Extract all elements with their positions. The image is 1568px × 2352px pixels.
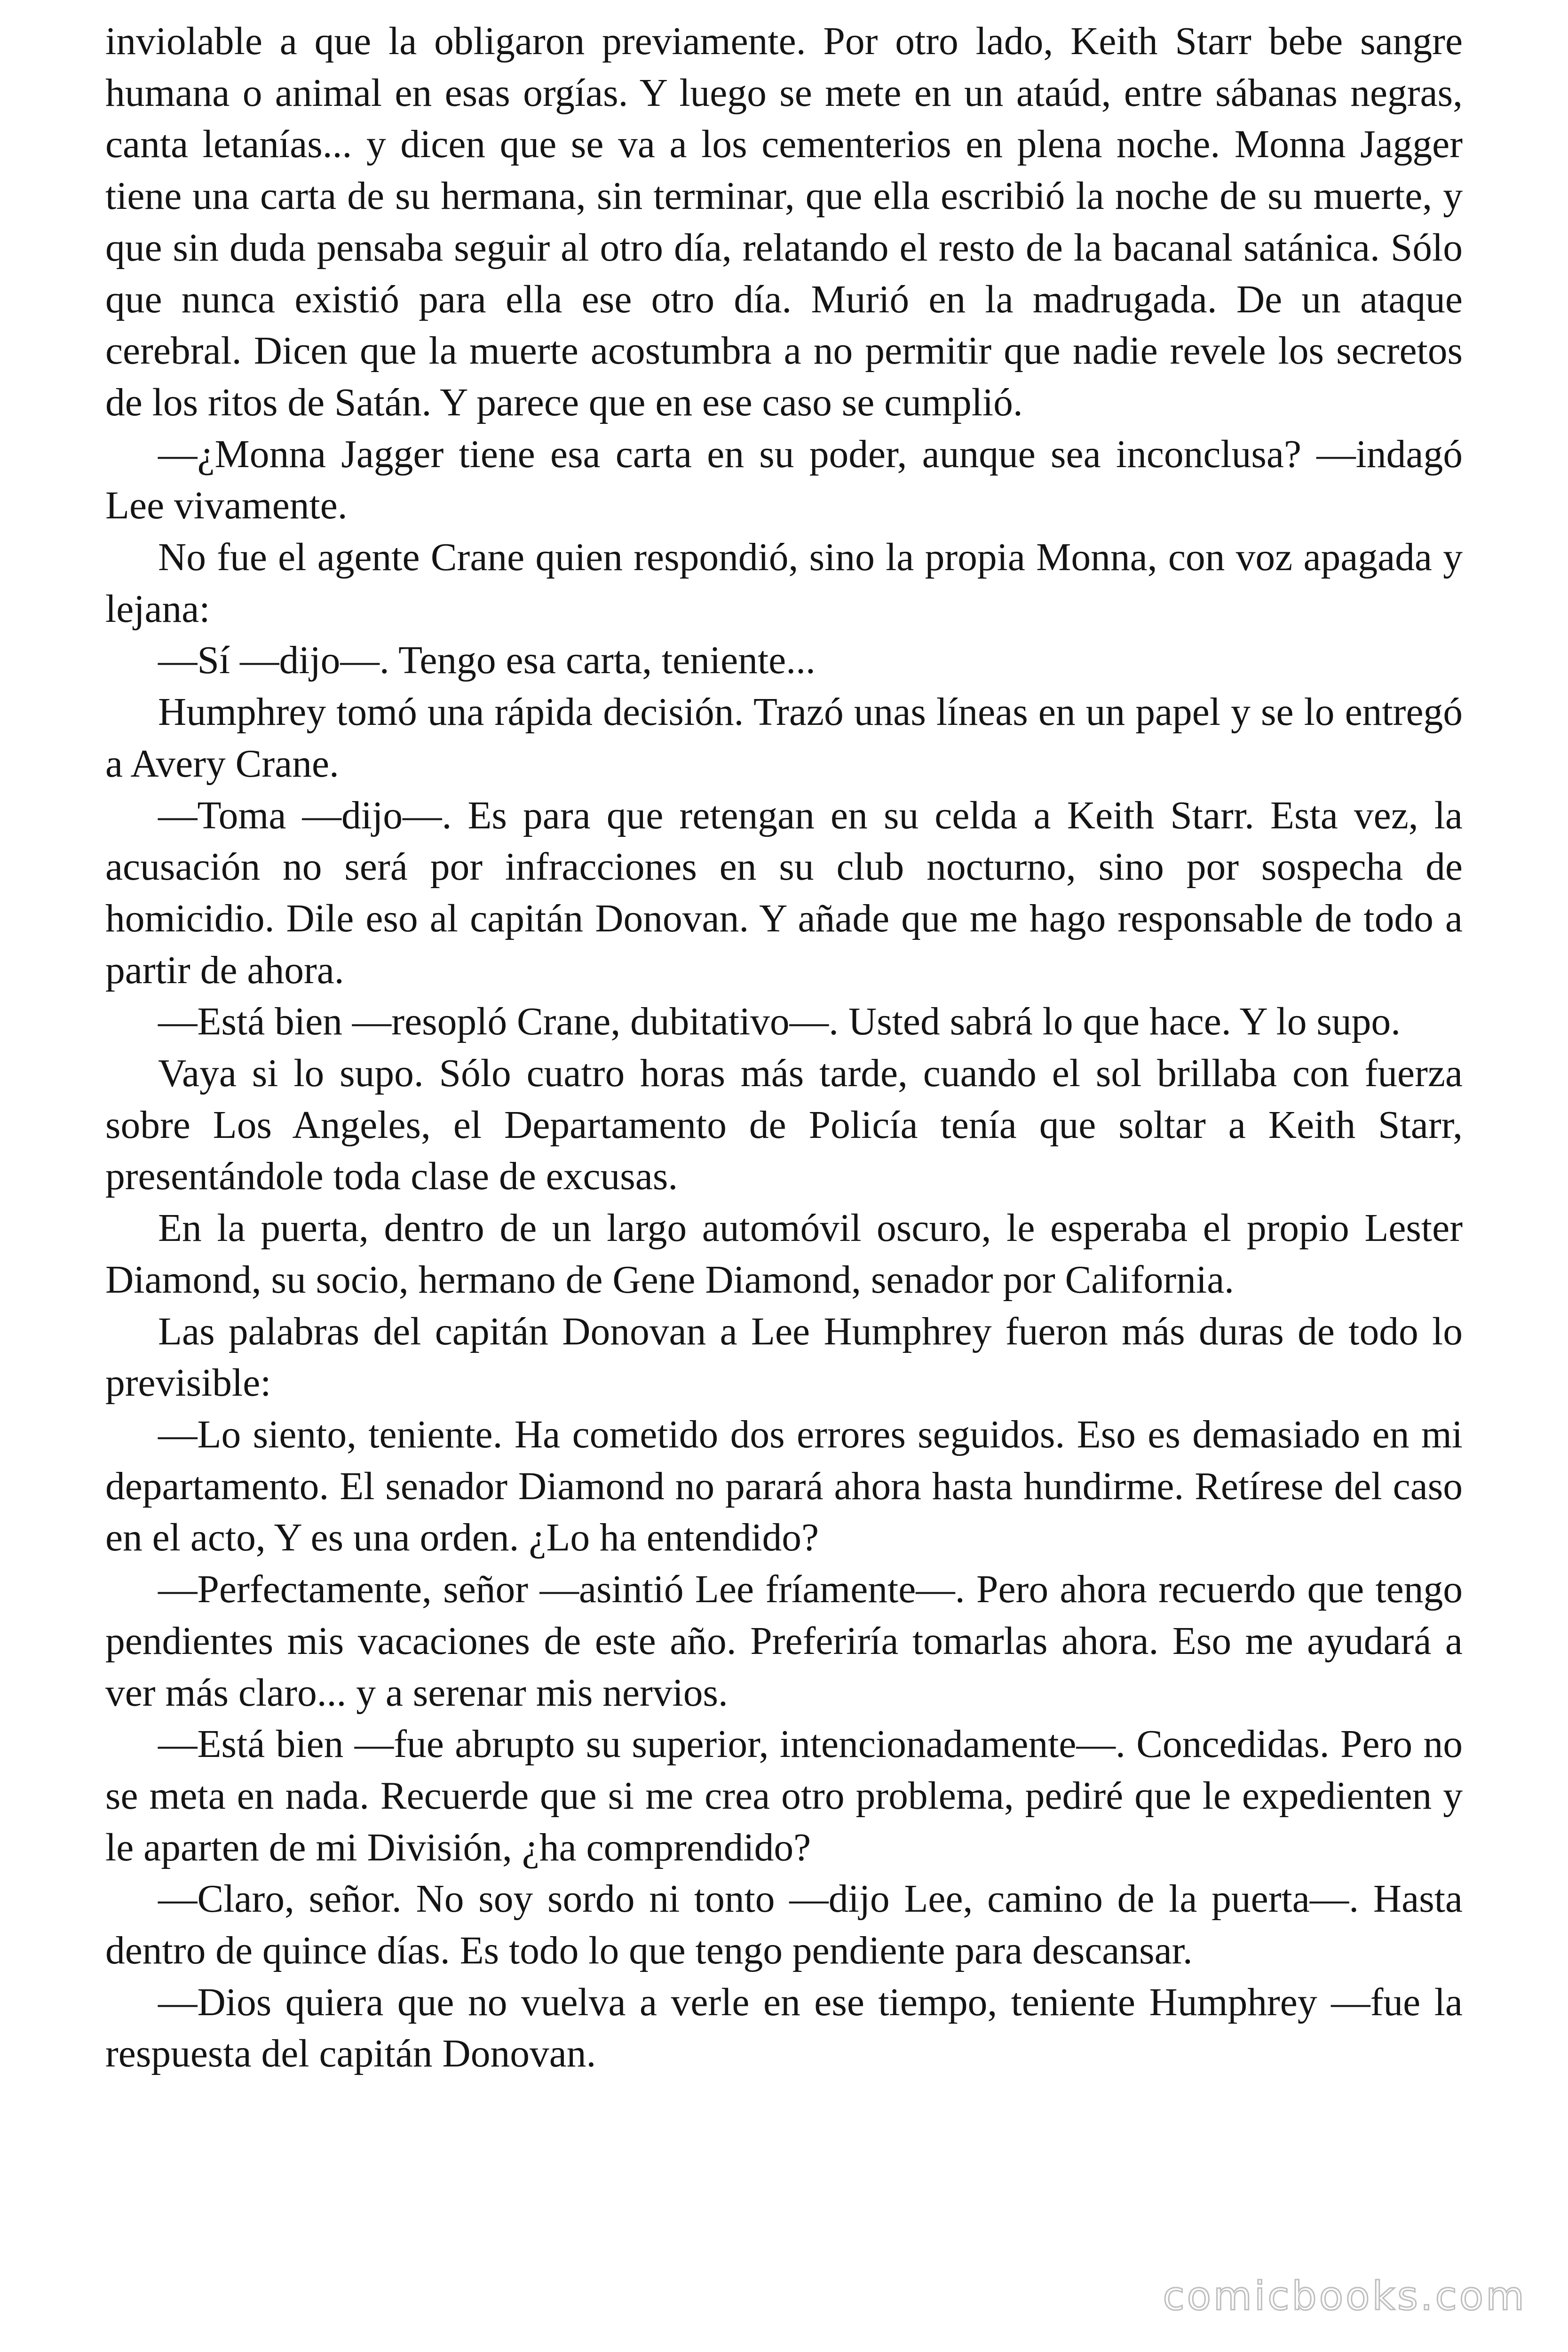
paragraph-7: —Está bien —resopló Crane, dubitativo—. Usted sabrá lo que hace. Y lo supo. xyxy=(158,1000,1401,1044)
paragraph-4: —Sí —dijo—. Tengo esa carta, teniente... xyxy=(158,639,816,683)
paragraph-11: —Lo siento, teniente. Ha cometido dos errores seguidos. Eso es demasiado en mi departamento. El senador Diamond no parará ahora hasta hundirme. Retírese del caso en el acto, Y es una orden. ¿Lo ha entendido? xyxy=(105,1413,1463,1560)
paragraph-13: —Está bien —fue abrupto su superior, intencionadamente—. Concedidas. Pero no se meta en nada. Recuerde que si me crea otro problema, pediré que le expedienten y le aparten de mi División, ¿ha comprendido? xyxy=(105,1723,1463,1869)
book-page-text xyxy=(105,16,1463,2080)
paragraph-14: —Claro, señor. No soy sordo ni tonto —dijo Lee, camino de la puerta—. Hasta dentro de quince días. Es todo lo que tengo pendiente para descansar. xyxy=(105,1877,1463,1973)
site-watermark: comicbooks.com xyxy=(1163,2273,1527,2319)
paragraph-10: Las palabras del capitán Donovan a Lee Humphrey fueron más duras de todo lo previsible: xyxy=(105,1310,1463,1405)
paragraph-3: No fue el agente Crane quien respondió, sino la propia Monna, con voz apagada y lejana: xyxy=(105,536,1463,631)
paragraph-6: —Toma —dijo—. Es para que retengan en su celda a Keith Starr. Esta vez, la acusación no será por infracciones en su club nocturno, sino por sospecha de homicidio. Dile eso al capitán Donovan. Y añade que me hago responsable de todo a partir de ahora. xyxy=(105,794,1463,992)
paragraph-1: inviolable a que la obligaron previamente. Por otro lado, Keith Starr bebe sangre humana o animal en esas orgías. Y luego se mete en un ataúd, entre sábanas negras, canta letanías... y dicen que se va a los cementerios en plena noche. Monna Jagger tiene una carta de su hermana, sin terminar, que ella escribió la noche de su muerte, y que sin duda pensaba seguir al otro día, relatando el resto de la bacanal satánica. Sólo que nunca existió para ella ese otro día. Murió en la madrugada. De un ataque cerebral. Dicen que la muerte acostumbra a no permitir que nadie revele los secretos de los ritos de Satán. Y parece que en ese caso se cumplió. xyxy=(105,20,1463,424)
paragraph-5: Humphrey tomó una rápida decisión. Trazó unas líneas en un papel y se lo entregó a Avery Crane. xyxy=(105,691,1463,786)
paragraph-2: —¿Monna Jagger tiene esa carta en su poder, aunque sea inconclusa? —indagó Lee vivamente. xyxy=(105,432,1463,528)
paragraph-9: En la puerta, dentro de un largo automóvil oscuro, le esperaba el propio Lester Diamond, su socio, hermano de Gene Diamond, senador por California. xyxy=(105,1207,1463,1302)
paragraph-12: —Perfectamente, señor —asintió Lee fríamente—. Pero ahora recuerdo que tengo pendientes mis vacaciones de este año. Preferiría tomarlas ahora. Eso me ayudará a ver más claro... y a serenar mis nervios. xyxy=(105,1568,1463,1715)
paragraph-15: —Dios quiera que no vuelva a verle en ese tiempo, teniente Humphrey —fue la respuesta del capitán Donovan. xyxy=(105,1980,1463,2076)
paragraph-8: Vaya si lo supo. Sólo cuatro horas más tarde, cuando el sol brillaba con fuerza sobre Los Angeles, el Departamento de Policía tenía que soltar a Keith Starr, presentándole toda clase de excusas. xyxy=(105,1052,1463,1199)
